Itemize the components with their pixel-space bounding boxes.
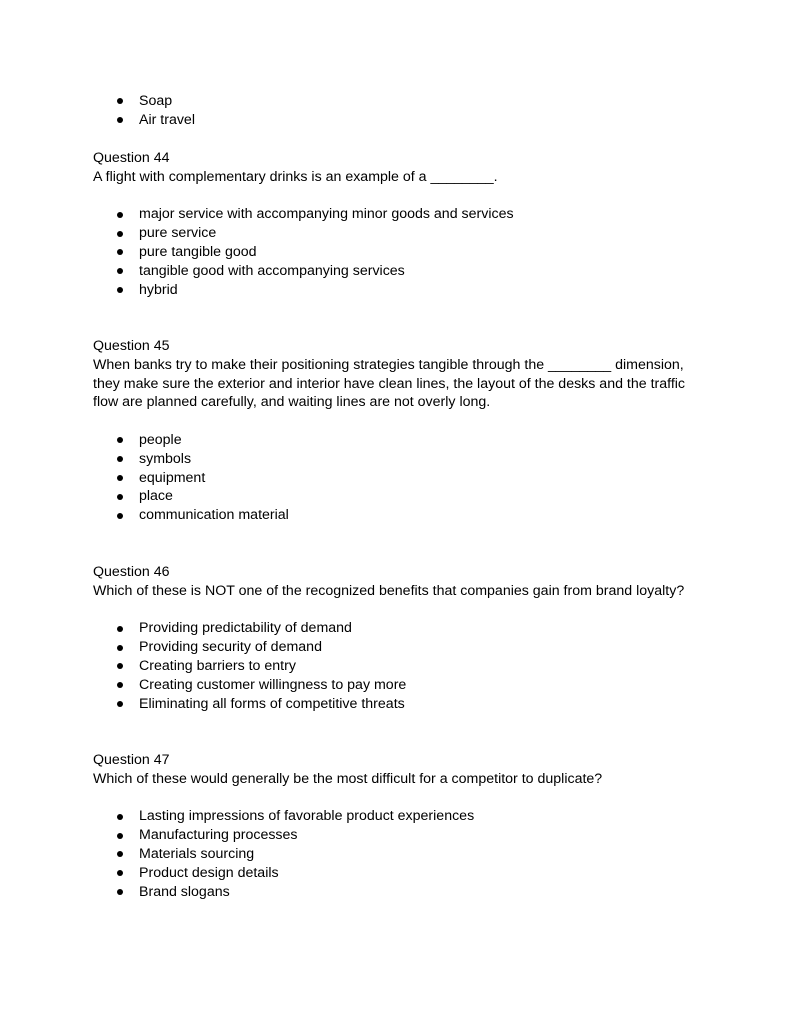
- option-item: [93, 807, 693, 826]
- question-title: Question 45: [93, 338, 170, 354]
- option-text: people: [139, 431, 182, 448]
- option-text: pure service: [139, 225, 217, 242]
- bullet-icon: [117, 231, 123, 237]
- bullet-icon: [117, 682, 123, 688]
- option-text: Creating barriers to entry: [139, 657, 296, 674]
- option-item: [93, 224, 693, 243]
- bullet-icon: [117, 814, 123, 820]
- option-text: symbols: [139, 450, 192, 467]
- bullet-icon: [117, 437, 123, 443]
- option-text: Manufacturing processes: [139, 827, 298, 844]
- bullet-icon: [117, 513, 123, 519]
- option-item: [93, 845, 693, 864]
- bullet-icon: [117, 701, 123, 707]
- option-item: [93, 883, 693, 902]
- option-item: [93, 487, 693, 506]
- option-text: hybrid: [139, 281, 178, 298]
- bullet-icon: [117, 851, 123, 857]
- option-item: [93, 262, 693, 281]
- option-item: [93, 431, 693, 450]
- option-text: tangible good with accompanying services: [139, 262, 405, 279]
- question-block-47: [93, 751, 693, 901]
- option-list: [93, 92, 693, 130]
- option-text: Eliminating all forms of competitive threats: [139, 695, 405, 712]
- option-item: [93, 619, 693, 638]
- question-text: Which of these is NOT one of the recognized benefits that companies gain from brand loyalty?: [93, 582, 685, 599]
- option-text: Providing predictability of demand: [139, 620, 352, 637]
- bullet-icon: [117, 870, 123, 876]
- bullet-icon: [117, 494, 123, 500]
- bullet-icon: [117, 456, 123, 462]
- question-title: Question 46: [93, 564, 170, 580]
- question-block-45: [93, 337, 693, 525]
- option-item: [93, 506, 693, 525]
- question-text: Which of these would generally be the most difficult for a competitor to duplicate?: [93, 770, 603, 787]
- bullet-icon: [117, 117, 123, 123]
- option-list: [93, 205, 693, 299]
- option-item: [93, 638, 693, 657]
- option-item: [93, 243, 693, 262]
- option-text: Soap: [139, 93, 173, 109]
- bullet-icon: [117, 98, 123, 104]
- option-text: place: [139, 488, 173, 505]
- option-text: Brand slogans: [139, 883, 230, 900]
- bullet-icon: [117, 249, 123, 255]
- bullet-icon: [117, 268, 123, 274]
- option-text: Lasting impressions of favorable product experiences: [139, 808, 475, 825]
- option-item: [93, 657, 693, 676]
- option-list: [93, 431, 693, 525]
- option-item: [93, 450, 693, 469]
- bullet-icon: [117, 626, 123, 632]
- option-text: Air travel: [139, 111, 195, 128]
- bullet-icon: [117, 287, 123, 293]
- bullet-icon: [117, 833, 123, 839]
- bullet-icon: [117, 475, 123, 481]
- option-item: [93, 92, 693, 111]
- option-item: [93, 676, 693, 695]
- option-text: Creating customer willingness to pay more: [139, 676, 407, 693]
- question-text: they make sure the exterior and interior have clean lines, the layout of the desks and the traffic: [93, 375, 686, 392]
- option-list: [93, 807, 693, 901]
- option-item: [93, 469, 693, 488]
- option-text: Providing security of demand: [139, 639, 322, 656]
- question-text: When banks try to make their positioning strategies tangible through the ________ dimension,: [93, 356, 684, 373]
- option-item: [93, 864, 693, 883]
- bullet-icon: [117, 212, 123, 218]
- option-item: [93, 205, 693, 224]
- option-text: major service with accompanying minor goods and services: [139, 206, 514, 223]
- option-item: [93, 695, 693, 714]
- option-item: [93, 281, 693, 300]
- option-item: [93, 111, 693, 130]
- question-block-46: [93, 563, 693, 713]
- option-text: equipment: [139, 469, 206, 486]
- bullet-icon: [117, 889, 123, 895]
- question-block-44: [93, 149, 693, 299]
- question-text: flow are planned carefully, and waiting lines are not overly long.: [93, 394, 491, 411]
- bullet-icon: [117, 663, 123, 669]
- option-text: Product design details: [139, 864, 279, 881]
- option-list: [93, 619, 693, 713]
- option-text: pure tangible good: [139, 243, 257, 260]
- question-title: Question 47: [93, 752, 170, 768]
- bullet-icon: [117, 645, 123, 651]
- option-item: [93, 826, 693, 845]
- question-text: A flight with complementary drinks is an example of a ________.: [93, 168, 498, 185]
- option-text: communication material: [139, 507, 289, 524]
- previous-question-options: [93, 92, 693, 130]
- option-text: Materials sourcing: [139, 845, 255, 862]
- question-title: Question 44: [93, 150, 170, 166]
